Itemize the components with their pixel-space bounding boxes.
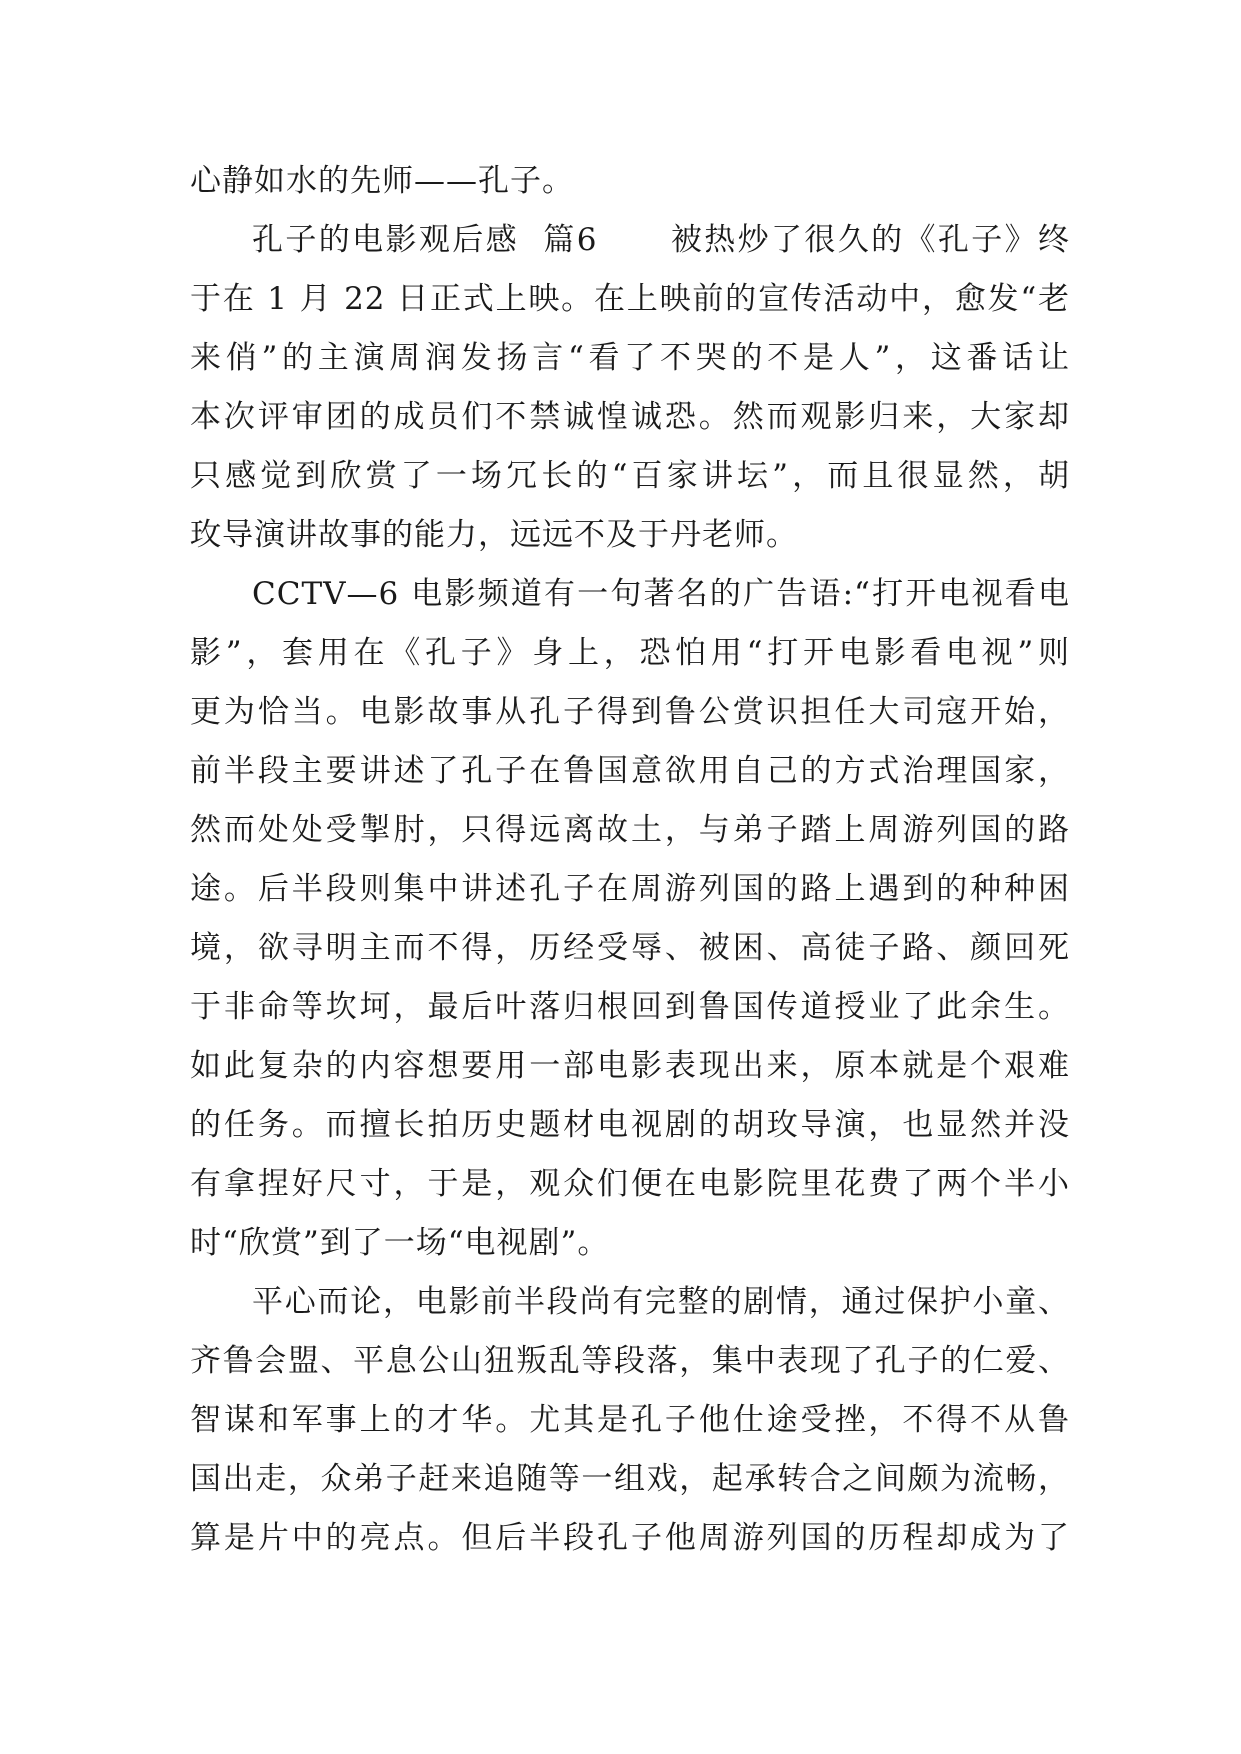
text-line: 算是片中的亮点。但后半段孔子他周游列国的历程却成为了 bbox=[190, 1520, 1070, 1556]
text-line: 境，欲寻明主而不得，历经受辱、被困、高徒子路、颜回死 bbox=[190, 930, 1070, 966]
text-line: 于非命等坎坷，最后叶落归根回到鲁国传道授业了此余生。 bbox=[190, 989, 1070, 1025]
text-line: 玫导演讲故事的能力，远远不及于丹老师。 bbox=[190, 517, 798, 553]
text-line: 孔子的电影观后感 篇6 被热炒了很久的《孔子》终 bbox=[252, 222, 1070, 258]
text-line: 齐鲁会盟、平息公山狃叛乱等段落，集中表现了孔子的仁爱、 bbox=[190, 1343, 1070, 1379]
text-line: 于在 1 月 22 日正式上映。在上映前的宣传活动中，愈发“老 bbox=[190, 281, 1070, 317]
body-text bbox=[190, 152, 1070, 1568]
text-line: 前半段主要讲述了孔子在鲁国意欲用自己的方式治理国家， bbox=[190, 753, 1070, 789]
text-line: 影”，套用在《孔子》身上，恐怕用“打开电影看电视”则 bbox=[190, 635, 1070, 671]
text-line: 如此复杂的内容想要用一部电影表现出来，原本就是个艰难 bbox=[190, 1048, 1070, 1084]
text-line: 国出走，众弟子赶来追随等一组戏，起承转合之间颇为流畅， bbox=[190, 1461, 1070, 1497]
text-line: 有拿捏好尺寸，于是，观众们便在电影院里花费了两个半小 bbox=[190, 1166, 1070, 1202]
text-line: 更为恰当。电影故事从孔子得到鲁公赏识担任大司寇开始， bbox=[190, 694, 1070, 730]
text-line: 时“欣赏”到了一场“电视剧”。 bbox=[190, 1225, 610, 1261]
text-line: 然而处处受掣肘，只得远离故土，与弟子踏上周游列国的路 bbox=[190, 812, 1070, 848]
text-line: 本次评审团的成员们不禁诚惶诚恐。然而观影归来，大家却 bbox=[190, 399, 1070, 435]
text-line: 的任务。而擅长拍历史题材电视剧的胡玫导演，也显然并没 bbox=[190, 1107, 1070, 1143]
text-line: 途。后半段则集中讲述孔子在周游列国的路上遇到的种种困 bbox=[190, 871, 1070, 907]
text-line: 来俏”的主演周润发扬言“看了不哭的不是人”，这番话让 bbox=[190, 340, 1070, 376]
text-line: 心静如水的先师——孔子。 bbox=[190, 163, 574, 199]
text-line: 平心而论，电影前半段尚有完整的剧情，通过保护小童、 bbox=[252, 1284, 1070, 1320]
text-line: CCTV—6 电影频道有一句著名的广告语:“打开电视看电 bbox=[252, 576, 1070, 612]
text-line: 智谋和军事上的才华。尤其是孔子他仕途受挫，不得不从鲁 bbox=[190, 1402, 1070, 1438]
text-line: 只感觉到欣赏了一场冗长的“百家讲坛”，而且很显然，胡 bbox=[190, 458, 1070, 494]
